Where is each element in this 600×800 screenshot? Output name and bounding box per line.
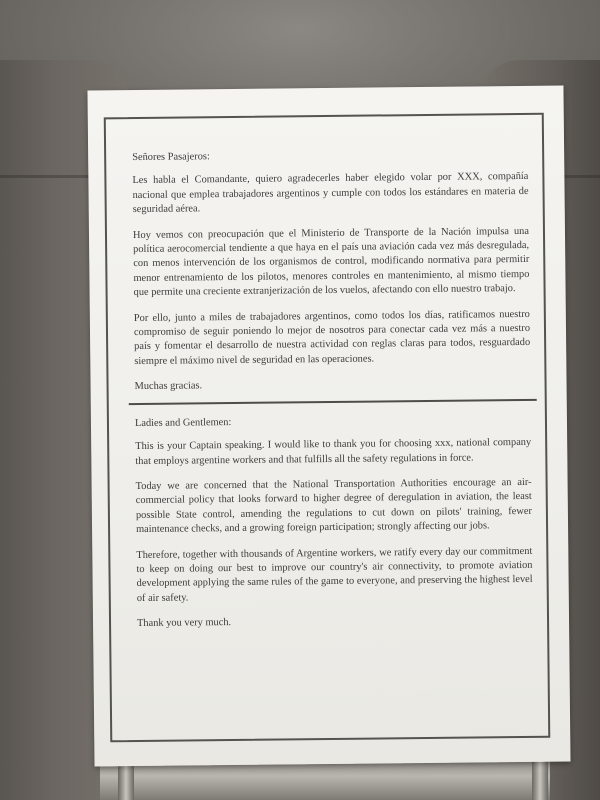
spanish-closing: Muchas gracias. — [134, 380, 203, 393]
language-divider — [129, 399, 537, 405]
spanish-salutation: Señores Pasajeros: — [132, 151, 210, 164]
seat-tray-bar — [100, 760, 550, 800]
english-paragraph-2: Today we are concerned that the National Transportation Authorities encourage an air-commercial policy that looks forward to higher degree of deregulation in aviation, the least possible State control, amending the regulations to cut down on pilots' training, fewer maintenance checks, and a growing foreign participation; strongly affecting our jobs. — [135, 476, 532, 536]
spanish-paragraph-1: Les habla el Comandante, quiero agradecerles haber elegido volar por XXX, compañía nacional que emplea trabajadores argentinos y cumple con todos los estándares en materia de seguridad aérea. — [132, 171, 529, 216]
english-paragraph-3: Therefore, together with thousands of Argentine workers, we ratify every day our commitment to keep on doing our best to improve our country's air connectivity, to promote aviation development applying the same rules of the game to everyone, and preserving the highest level of air safety. — [136, 545, 533, 604]
spanish-paragraph-2: Hoy vemos con preocupación que el Ministerio de Transporte de la Nación impulsa una política aerocomercial tendiente a que haya en el país una aviación cada vez más desregulada, con menos intervención de los organismos de control, modificando normativa para permitir menor entrenamiento de los pilotos, menores controles en mantenimiento, al mismo tiempo que permite una creciente extranjerización de los vuelos, afectando con ello nuestro trabajo. — [132, 225, 530, 299]
letter-sheet — [87, 86, 570, 767]
letter-content — [132, 147, 533, 640]
spanish-paragraph-3: Por ello, junto a miles de trabajadores argentinos, como todos los días, ratificamos nuestro compromiso de seguir poniendo lo mejor de nosotros para conectar cada vez más a nuestro país y fomentar el desarrollo de nuestra actividad con reglas claras para todos, resguardado siempre el máximo nivel de seguridad en las operaciones. — [133, 308, 531, 367]
letter-frame — [104, 113, 551, 743]
english-salutation: Ladies and Gentlemen: — [134, 416, 232, 429]
english-closing: Thank you very much. — [137, 617, 232, 630]
english-paragraph-1: This is your Captain speaking. I would like to thank you for choosing xxx, national company that employs argentine workers and that fulfills all the safety regulations in force. — [135, 436, 532, 467]
